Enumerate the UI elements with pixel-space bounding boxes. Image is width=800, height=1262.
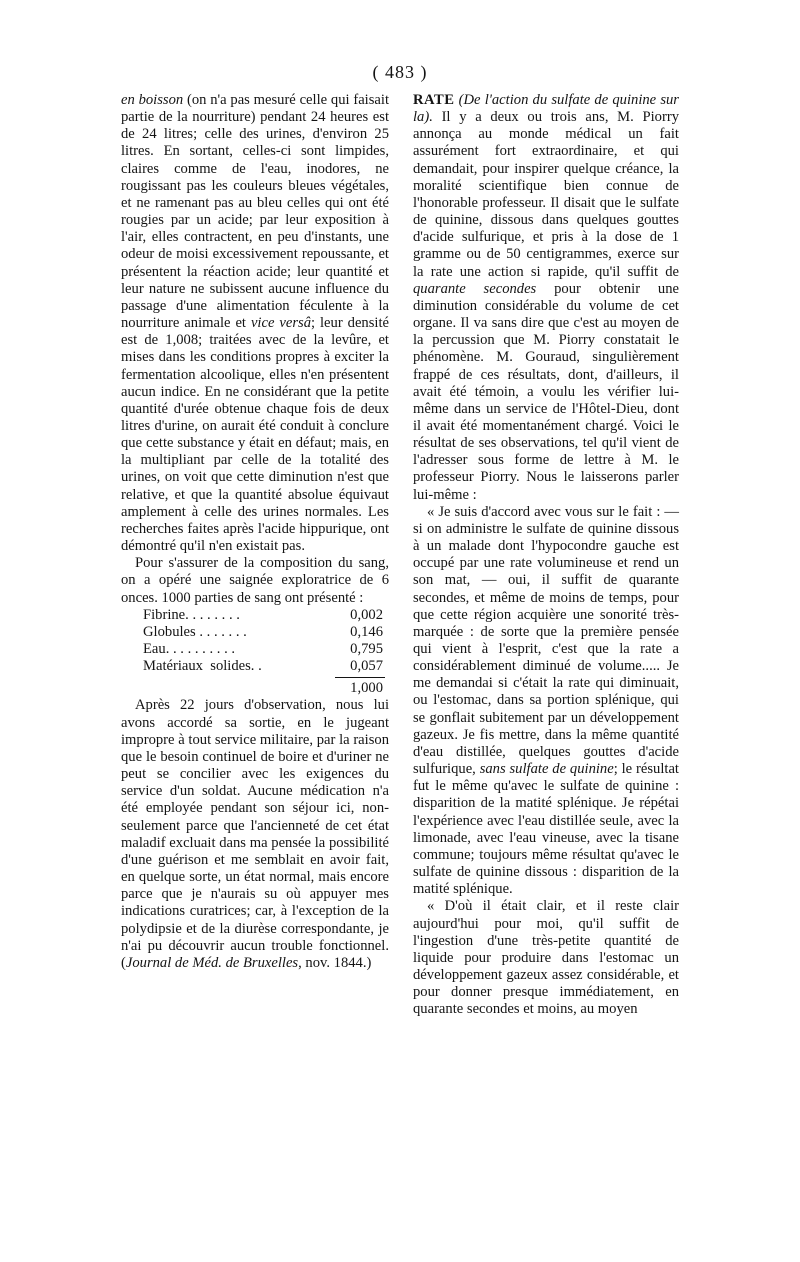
table-row <box>121 624 389 641</box>
page-number: ( 483 ) <box>372 62 428 82</box>
paragraph-text: Après 22 jours d'observation, nous lui avons accordé sa sortie, en le jugeant impropre à tout service militaire, par la raison que le besoin continuel de boire et d'uriner ne peut se concilier avec les exigences du service d'un soldat. Aucune médication n'a été employée pendant son séjour ici, non-seulement parce que l'ancienneté de cet état maladif excluait dans ma pensée la possibilité d'une guérison et me semblait en avoir fait, en quelque sorte, un état normal, mais encore parce que je n'aurais su où appuyer mes indications curatrices; car, à l'exception de la polydipsie et de la diurèse correspondante, je n'ai pu découvrir aucun trouble fonctionnel. ( <box>121 697 389 971</box>
paragraph-text: ; leur densité est de 1,008; traitées avec de la levûre, et mises dans les conditions propres à exciter la fermentation alcoolique, elles n'en présentent aucun indice. En ne considérant que la petite quantité d'urée obtenue chaque fois de deux litres d'urine, on aurait été conduit à conclure que cette substance y était en défaut; mais, en la multipliant par celle de la totalité des urines, on voit que cette diminution n'est que relative, et que la quantité absolue équivaut amplement à celle des urines normales. Les recherches faites après l'acide hippurique, ont démontré qu'il n'en existait pas. <box>121 315 389 555</box>
component-name: Eau. . . . . . . . . . <box>143 641 236 657</box>
paragraph-text: ; le résultat fut le même qu'avec le sulfate de quinine : disparition de la matité splénique. Je répétai l'expérience avec l'eau distillée seule, avec la limonade, avec l'eau vineuse, avec la tisane commune; toujours même résultat qu'avec le sulfate de quinine dissous : disparition de la matité splénique. <box>413 761 679 898</box>
composition-total: 1,000 <box>350 680 383 697</box>
paragraph-letter-part2: « D'où il était clair, et il reste clair aujourd'hui pour moi, qu'il suffit de l'ingestion d'une très-petite quantité de liquide pour produire dans l'estomac un développement gazeux assez considérable, et pour donner presque immédiatement, en quarante secondes et moins, au moyen <box>413 898 679 1018</box>
paragraph-conclusion <box>121 697 389 972</box>
paragraph-blood-analysis: Pour s'assurer de la composition du sang, on a opéré une saignée exploratrice de 6 onces. 1000 parties de sang ont présenté : <box>121 555 389 606</box>
citation-end: , nov. 1844.) <box>298 954 372 971</box>
paragraph-text: (on n'a pas mesuré celle qui faisait partie de la nourriture) pendant 24 heures est de 24 litres; celle des urines, d'environ 25 litres. En sortant, celles-ci sont limpides, claires comme de l'eau, inodores, ne rougissant pas les couleurs bleues végétales, et ne ramenant pas au bleu celles qui ont été rougies par un acide; par leur exposition à l'air, elles contractent, en peu d'instants, une odeur de moisi excessivement repoussante, et présentent la réaction acide; leur quantité et leur nature ne subissent aucune influence du passage d'une alimentation féculente à la nourriture animale et <box>121 92 389 332</box>
italic-phrase: sans sulfate de quinine <box>479 761 614 778</box>
table-row <box>121 641 389 658</box>
paragraph-letter-part1 <box>413 504 679 899</box>
paragraph-text: pour obtenir une diminution considérable du volume de cet organe. Il va sans dire que c'est au moyen de la percussion que M. Piorry constatait le phénomène. M. Gouraud, singulièrement frappé de ces résultats, dont, d'ailleurs, il avait été témoin, a voulu les vérifier lui-même dans un service de l'Hôtel-Dieu, dont il avait été momentanément chargé. Voici le résultat de ses observations, tel qu'il vient de l'adresser sous forme de lettre à M. le professeur Piorry. Nous le laisserons parler lui-même : <box>413 280 679 503</box>
table-row <box>121 658 389 675</box>
component-value: 0,146 <box>350 623 383 640</box>
table-row <box>121 607 389 624</box>
paragraph-text: « Je suis d'accord avec vous sur le fait : — si on administre le sulfate de quinine dissous à un malade dont l'hypocondre gauche est occupé par une rate volumineuse et rend un son mat, — oui, il suffit de quarante secondes, et même de moins de temps, pour que cette région acquière une sonorité très-marquée : de sorte que la première pensée qui vient à l'esprit, c'est que la rate a considérablement diminué de volume..... Je me demandai si c'était la rate qui diminuait, ou l'estomac, dans sa portion splénique, qui se gonflait subitement par un développement gazeux. Je fis mettre, dans la même quantité d'eau distillée, quelques gouttes d'acide sulfurique, <box>413 503 679 778</box>
component-name: Globules . . . . . . . <box>143 623 247 640</box>
left-column <box>121 92 389 972</box>
component-value: 0,057 <box>350 658 383 675</box>
blood-composition-table <box>121 607 389 698</box>
sum-rule <box>121 677 389 678</box>
component-name: Fibrine. . . . . . . . <box>143 606 240 623</box>
component-name: Matériaux solides. . <box>143 658 262 675</box>
italic-phrase: quarante secondes <box>413 280 537 297</box>
component-value: 0,002 <box>350 606 383 623</box>
section-subheading: (De l'action du sulfate de quinine sur la). <box>413 92 679 126</box>
component-value: 0,795 <box>350 641 383 657</box>
lead-italic: en boisson <box>121 92 184 108</box>
journal-citation: Journal de Méd. de Bruxelles <box>125 954 299 971</box>
right-column <box>413 92 679 1018</box>
paragraph-rate-intro <box>413 92 679 504</box>
paragraph-text: Il y a deux ou trois ans, M. Piorry annonça au monde médical un fait assurément fort extraordinaire, et qui demandait, pour inspirer quelque créance, la moralité scientifique bien connue de l'honorable professeur. Il disait que le sulfate de quinine, dissous dans quelques gouttes d'acide sulfurique, et pris à la dose de 1 gramme ou de 50 centigrammes, exerce sur la rate une action si rapide, qu'il suffit de <box>413 109 679 280</box>
italic-phrase: vice versâ <box>250 315 311 332</box>
paragraph-urine-description <box>121 92 389 555</box>
section-heading: RATE <box>413 92 455 108</box>
